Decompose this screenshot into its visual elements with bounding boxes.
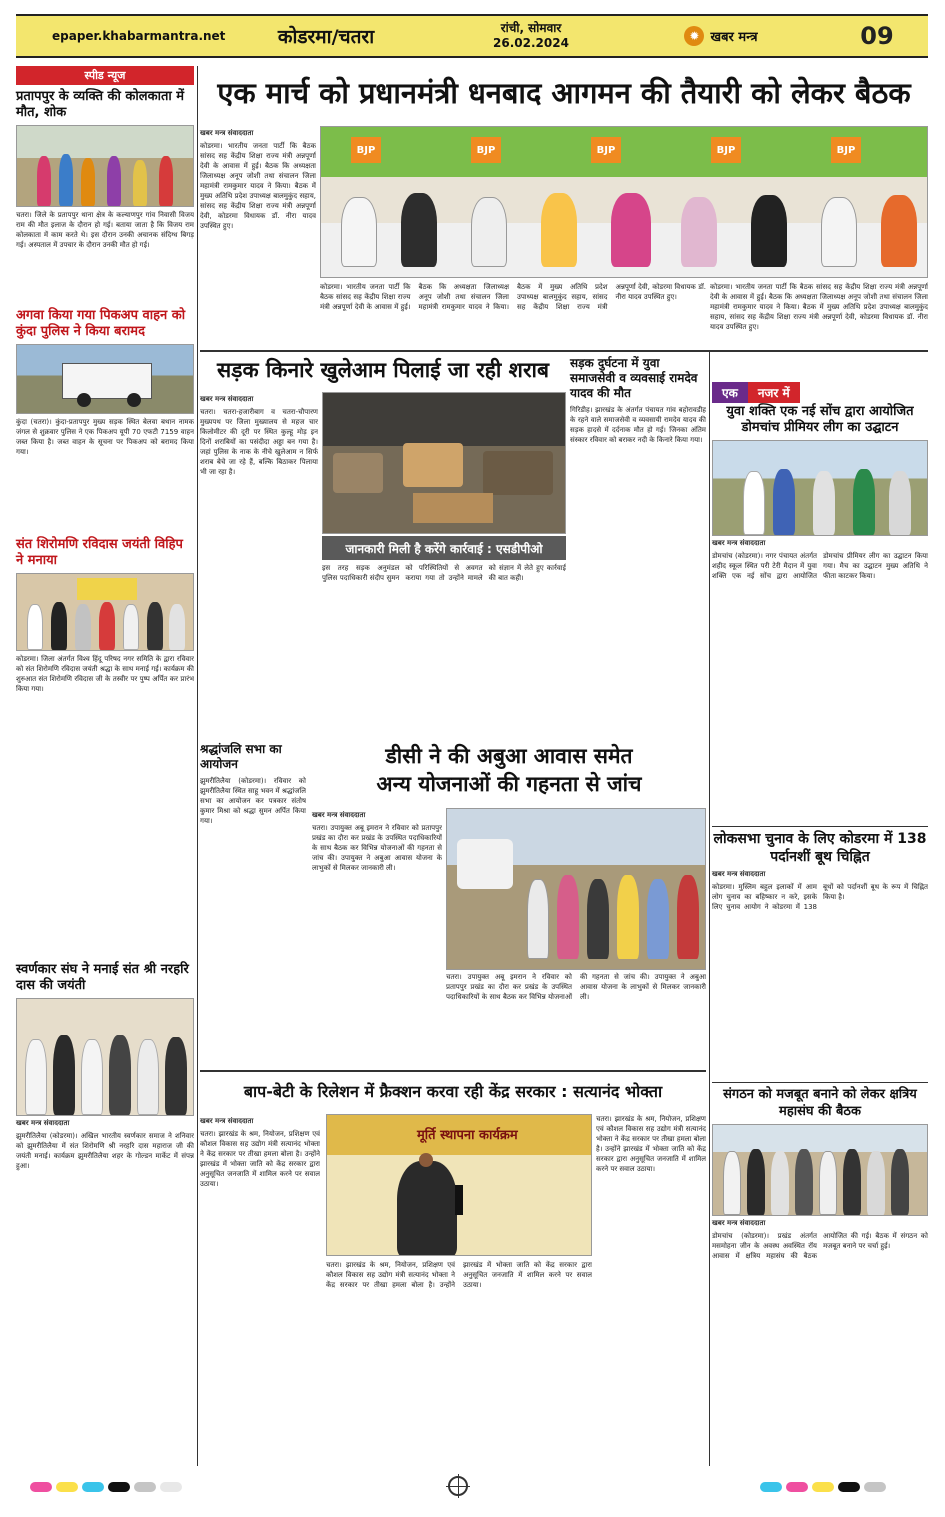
main-story-names: कोडरमा। भारतीय जनता पार्टी कि बैठक सांसद सह केंद्रीय शिक्षा राज्य मंत्री अन्नपूर्णा देवी के आवास में हुई। बैठक कि अध्यक्षता जिलाध्यक्ष अनूप जोशी तथा संचालन जिला महामंत्री रामकुमार यादव ने किया। बैठक में मुख्य अतिथि प्रदेश उपाध्यक्ष बालमुकुंद सहाय, सांसद सह केंद्रीय शिक्षा राज्य मंत्री अन्नपूर्णा देवी, कोडरमा विधायक डॉ. नीरा यादव उपस्थित हुए। (710, 283, 928, 331)
story-swarnkar (16, 962, 194, 1363)
story-body: गिरिडीह। झारखंड के अंतर्गत पंचायत गांव बहोरावडीह के रहने वाले समाजसेवी व व्यवसायी रामदेव यादव की सड़क हादसे में दर्दनाक मौत हो गई। जिनका अंतिम संस्कार रविवार को बराकर नदी के किनारे किया गया। (570, 406, 706, 444)
date-value: 26.02.2024 (493, 36, 569, 50)
story-pratappur (16, 89, 194, 302)
bjp-banner: BJP BJP BJP BJP BJP (321, 127, 927, 177)
accident-story (570, 356, 706, 713)
story-byline: खबर मन्त्र संवाददाता (200, 395, 254, 403)
dc-headline (312, 742, 706, 798)
section-title: कोडरमा/चतरा (277, 26, 375, 48)
story-headline[interactable]: संत शिरोमणि रविदास जयंती विहिप ने मनाया (16, 537, 183, 568)
brand-logo-icon: ✹ (684, 26, 704, 46)
story-body: चतरा। उपायुक्त अबू इमरान ने रविवार को प्रतापपुर प्रखंड का दौरा कर प्रखंड के उपस्थित पदाधिकारियों के साथ बैठक कर विभिन्न योजनाओं की गहनता से जांच की। उपायुक्त ने अबुआ आवास योजना के लाभुकों से मिलकर जानकारी ली। (312, 824, 442, 872)
bhokta-story-cont: चतरा। झारखंड के श्रम, नियोजन, प्रशिक्षण एवं कौशल विकास सह उद्योग मंत्री सत्यानंद भोक्ता ने केंद्र सरकार पर तीखा हमला बोला है। उन्होंने झारखंड में भोक्ता जाति को केंद्र सरकार द्वारा अनुसूचित जनजाति में शामिल करने पर सवाल उठाया। (326, 1261, 592, 1289)
story-body: कुंदा (चतरा)। कुंदा-प्रतापपुर मुख्य सड़क स्थित बेलवा बथान नामक जंगल से शुक्रवार पुलिस ने एक पिकअप यूपी 70 एफटी 7159 वाहन जब्त किया है। जब्त वाहन के सूचना पर पिकअप को बरामद किया गया। (16, 418, 194, 456)
left-column (16, 66, 194, 1363)
brand (616, 26, 826, 46)
dc-inspection-photo (446, 808, 706, 970)
story-body: कोडरमा। जिला अंतर्गत विश्व हिंदू परिषद नगर समिति के द्वारा रविवार को संत शिरोमणि रविदास जयंती श्रद्धा के साथ मनाई गई। कार्यक्रम की शुरुआत संत शिरोमणि रविदास जी के तस्वीर पर पुष्प अर्पित कर प्रारंभ किया गया। (16, 655, 194, 693)
story-byline: खबर मन्त्र संवाददाता (200, 1117, 254, 1125)
story-headline[interactable]: अगवा किया गया पिकअप वाहन को कुंदा पुलिस ने किया बरामद (16, 308, 186, 339)
story-headline[interactable]: संगठन को मजबूत बनाने को लेकर क्षत्रिय महासंघ की बैठक (723, 1087, 917, 1119)
story-headline[interactable]: युवा शक्ति एक नई सोंच द्वारा आयोजित डोमचांच प्रीमियर लीग का उद्घाटन (726, 404, 914, 435)
lok-sabha-story (712, 830, 928, 1082)
story-body: चतरा। चतरा-हजारीबाग व चतरा-चौपारण मुख्यपथ पर जिला मुख्यालय से महज चार किलोमीटर की दूरी पर स्थित कुल्हू मोड़ इन दिनों शराबियों का पसंदीदा अड्डा बन गया है। जहां पुलिस के नाक के नीचे खुलेआम न सिर्फ शराब बेचे जा रहे हैं, बल्कि बिठाकर पिलाया भी जा रहा है। (200, 408, 318, 476)
main-headline[interactable]: एक मार्च को प्रधानमंत्री धनबाद आगमन की तैयारी को लेकर बैठक (217, 76, 911, 110)
dc-story-cont: चतरा। उपायुक्त अबू इमरान ने रविवार को प्रतापपुर प्रखंड का दौरा कर प्रखंड के उपस्थित पदाधिकारियों के साथ बैठक कर विभिन्न योजनाओं की गहनता से जांच की। उपायुक्त ने अबुआ आवास योजना के लाभुकों से मिलकर जानकारी ली। (446, 973, 706, 1001)
story-body: डोमचांच (कोडरमा)। नगर पंचायत अंतर्गत शहीद स्कूल स्थित परी टेरी मैदान में युवा शक्ति एक नई सोंच द्वारा आयोजित डोमचांच प्रीमियर लीग का उद्घाटन किया गया। मैच का उद्घाटन मुख्य अतिथि ने फीता काटकर किया। (712, 552, 928, 580)
tag-nazar: नजर में (748, 382, 800, 403)
bjp-meeting-photo (320, 126, 928, 278)
dc-headline-line1[interactable]: डीसी ने की अबुआ आवास समेत (385, 744, 633, 768)
main-story-cont: कोडरमा। भारतीय जनता पार्टी कि बैठक सांसद सह केंद्रीय शिक्षा राज्य मंत्री अन्नपूर्णा देवी के आवास में हुई। बैठक कि अध्यक्षता जिलाध्यक्ष अनूप जोशी तथा संचालन जिला महामंत्री रामकुमार यादव ने किया। बैठक में मुख्य अतिथि प्रदेश उपाध्यक्ष बालमुकुंद सहाय, सांसद सह केंद्रीय शिक्षा राज्य मंत्री अन्नपूर्णा देवी, कोडरमा विधायक डॉ. नीरा यादव उपस्थित हुए। (320, 283, 706, 311)
swarnkar-meeting-photo (16, 998, 194, 1116)
dc-story (312, 808, 442, 1077)
dc-headline-line2[interactable]: अन्य योजनाओं की गहनता से जांच (376, 772, 642, 796)
speed-news-tag: स्पीड न्यूज (16, 66, 194, 85)
page-header (16, 14, 928, 58)
liquor-story-cont (322, 563, 566, 739)
story-photo (16, 125, 194, 207)
liquor-subhead: जानकारी मिली है करेंगे कार्रवाई : एसडीपीओ (322, 536, 566, 560)
color-register-left (30, 1482, 182, 1492)
ravidas-event-photo (16, 573, 194, 651)
liquor-headline[interactable]: सड़क किनारे खुलेआम पिलाई जा रही शराब (217, 358, 549, 382)
story-byline: खबर मन्त्र संवाददाता (712, 539, 766, 547)
story-body: कोडरमा। भारतीय जनता पार्टी कि बैठक सांसद सह केंद्रीय शिक्षा राज्य मंत्री अन्नपूर्णा देवी के आवास में हुई। बैठक कि अध्यक्षता जिलाध्यक्ष अनूप जोशी तथा संचालन जिला महामंत्री रामकुमार यादव ने किया। बैठक में मुख्य अतिथि प्रदेश उपाध्यक्ष बालमुकुंद सहाय, सांसद सह केंद्रीय शिक्षा राज्य मंत्री अन्नपूर्णा देवी, कोडरमा विधायक डॉ. नीरा यादव उपस्थित हुए। (200, 142, 316, 230)
story-headline[interactable]: सड़क दुर्घटना में युवा समाजसेवी व व्यवसाई रामदेव यादव की मौत (570, 356, 698, 400)
story-byline: खबर मन्त्र संवाददाता (712, 1219, 766, 1227)
story-body: झुमरीतिलैया (कोडरमा)। अखिल भारतीय स्वर्णकार समाज ने शनिवार को झुमरीतिलैया में संत शिरोमणि श्री नरहरि दास महाराज जी की जयंती मनाई। कार्यक्रम झुमरीतिलैया शहर के गोल्डन मार्केट में संपन्न हुआ। (16, 1132, 194, 1170)
story-body: इस तरह सड़क अनुमंडल पुलिस पदाधिकारी संदीप सुमन को परिस्थितियों से अवगत कराया गया तो उन्होंने मामले को संज्ञान में लेते हुए कार्रवाई की बात कही। (322, 564, 566, 582)
kshatriya-meeting-photo (712, 1124, 928, 1216)
site-url[interactable]: epaper.khabarmantra.net (52, 29, 226, 43)
story-byline: खबर मन्त्र संवाददाता (312, 811, 366, 819)
bhokta-speech-photo (326, 1114, 592, 1256)
bhokta-story (200, 1114, 320, 1475)
liquor-story (200, 392, 318, 753)
issue-date (446, 21, 616, 51)
pickup-truck-photo (16, 344, 194, 414)
bhokta-story-right: चतरा। झारखंड के श्रम, नियोजन, प्रशिक्षण एवं कौशल विकास सह उद्योग मंत्री सत्यानंद भोक्ता ने केंद्र सरकार पर तीखा हमला बोला है। उन्होंने झारखंड में भोक्ता जाति को केंद्र सरकार द्वारा अनुसूचित जनजाति में शामिल करने पर सवाल उठाया। (596, 1115, 706, 1173)
tag-ek: एक (712, 382, 748, 403)
date-city-day: रांची, सोमवार (500, 21, 562, 35)
shraddhanjali-story (200, 742, 306, 1096)
story-headline[interactable]: श्रद्धांजलि सभा का आयोजन (200, 742, 282, 771)
story-body: चतरा। जिले के प्रतापपुर थाना क्षेत्र के कल्याणपुर गांव निवासी विजय राम की मौत इलाज के दौरान हो गई। बताया जाता है कि विजय राम कोलकाता में काम करते थे। इस दौरान उनकी अचानक संदिग्ध बिगड़ गई। अस्पताल में उपचार के दौरान उनकी मौत हो गई। (16, 211, 194, 249)
banner-text: मूर्ति स्थापना कार्यक्रम (417, 1128, 518, 1143)
bhokta-headline[interactable]: बाप-बेटी के रिलेशन में फ्रैक्शन करवा रही केंद्र सरकार : सत्यानंद भोक्ता (243, 1082, 663, 1101)
liquor-stall-photo (322, 392, 566, 534)
main-story (200, 126, 316, 361)
registration-mark-icon (448, 1476, 468, 1496)
story-headline[interactable]: लोकसभा चुनाव के लिए कोडरमा में 138 पर्दानशीं बूथ चिह्नित (713, 831, 927, 865)
story-byline: खबर मन्त्र संवाददाता (16, 1119, 70, 1127)
story-body: डोमचांच (कोडरमा)। प्रखंड अंतर्गत मसमोहना जीन के अवस्थ अवस्थित रॉय आवास में क्षत्रिय महासंघ की बैठक आयोजित की गई। बैठक में संगठन को मजबूत बनाने पर चर्चा हुई। (712, 1232, 928, 1260)
story-headline[interactable]: स्वर्णकार संघ ने मनाई संत श्री नरहरि दास की जयंती (16, 962, 189, 993)
story-byline: खबर मन्त्र संवाददाता (712, 870, 766, 878)
brand-name: खबर मन्त्र (710, 30, 758, 45)
story-ravidas (16, 537, 194, 954)
premier-league-story (712, 404, 928, 779)
ek-nazar-tag (712, 382, 928, 403)
story-body: झुमरीतिलैया (कोडरमा)। रविवार को झुमरीतिलैया स्थित साहू भवन में श्रद्धांजलि सभा का आयोजन कर पत्रकार संतोष कुमार मिश्रा को श्रद्धा सुमन अर्पित किया गया। (200, 777, 306, 825)
story-headline[interactable]: प्रतापपुर के व्यक्ति की कोलकाता में मौत, शोक (16, 89, 185, 120)
story-pickup (16, 308, 194, 531)
story-byline: खबर मन्त्र संवाददाता (200, 129, 254, 137)
page-number: 09 (860, 22, 894, 50)
color-register-right (760, 1482, 886, 1492)
story-body: कोडरमा। मुस्लिम बहुल इलाकों में आम लोग चुनाव का बहिष्कार न करे, इसके लिए चुनाव आयोग ने कोडरमा में 138 बूथों को पर्दानशीं बूथ के रूप में चिह्नित किया है। (712, 883, 928, 911)
story-body: चतरा। झारखंड के श्रम, नियोजन, प्रशिक्षण एवं कौशल विकास सह उद्योग मंत्री सत्यानंद भोक्ता ने केंद्र सरकार पर तीखा हमला बोला है। उन्होंने झारखंड में भोक्ता जाति को केंद्र सरकार द्वारा अनुसूचित जनजाति में शामिल करने पर सवाल उठाया। (200, 1130, 320, 1188)
cricket-inauguration-photo (712, 440, 928, 536)
kshatriya-story (712, 1086, 928, 1411)
